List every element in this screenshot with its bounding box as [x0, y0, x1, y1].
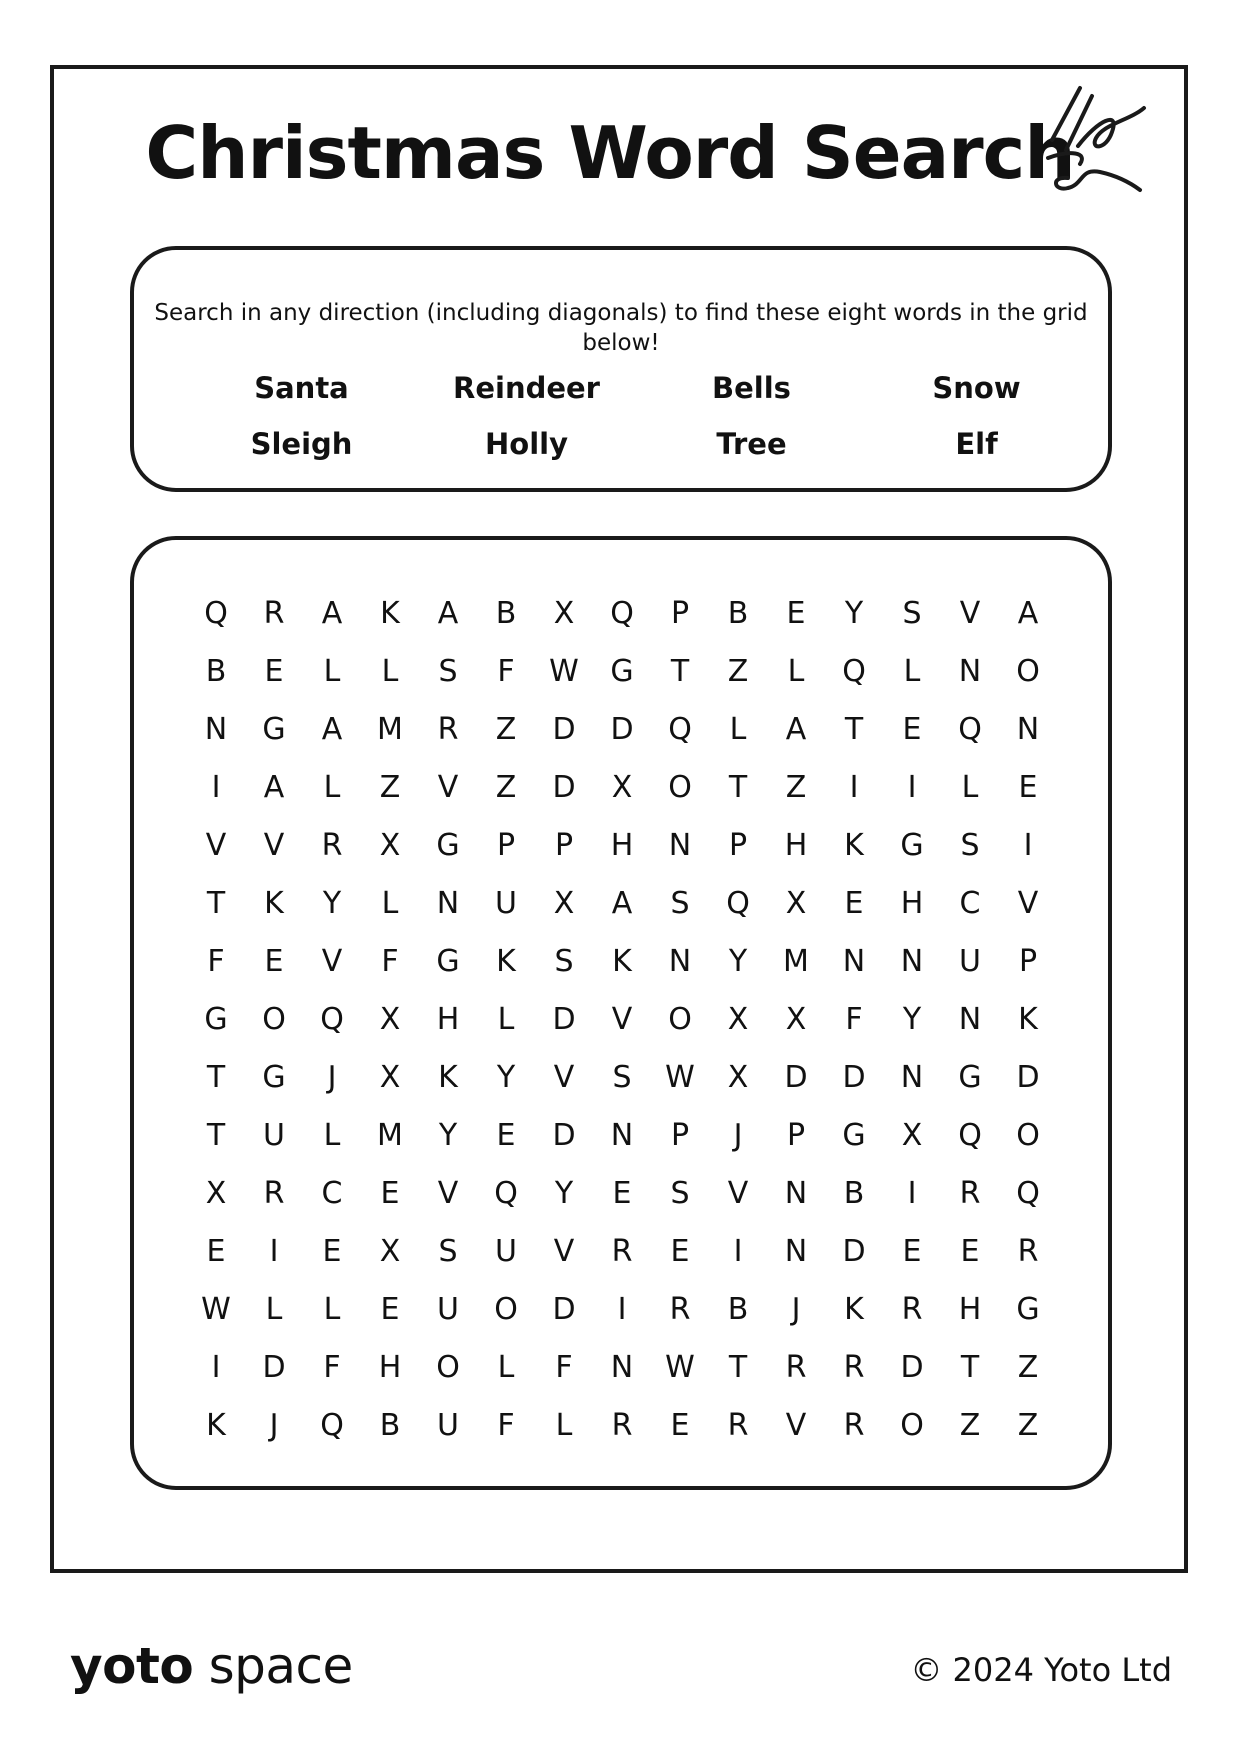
grid-letter: F: [497, 1408, 515, 1443]
grid-letter: X: [785, 886, 807, 921]
grid-letter: X: [205, 1176, 227, 1211]
grid-letter: S: [612, 1060, 632, 1095]
word-item: Holly: [485, 427, 568, 461]
grid-letter: G: [436, 944, 460, 979]
word-item: Reindeer: [453, 371, 600, 405]
word-item: Santa: [254, 371, 349, 405]
grid-letter: U: [263, 1118, 285, 1153]
grid-letter: E: [670, 1408, 690, 1443]
grid-letter: L: [729, 712, 747, 747]
grid-letter: R: [843, 1408, 865, 1443]
grid-letter: Q: [320, 1408, 344, 1443]
grid-letter: V: [1017, 886, 1039, 921]
grid-letter: K: [844, 1292, 864, 1327]
grid-letter: R: [437, 712, 459, 747]
grid-letter: G: [262, 712, 286, 747]
grid-letter: Y: [496, 1060, 516, 1095]
grid-letter: J: [327, 1060, 337, 1095]
grid-letter: M: [377, 1118, 403, 1153]
grid-letter: N: [958, 1002, 982, 1037]
grid-letter: H: [610, 828, 634, 863]
grid-letter: I: [907, 770, 917, 805]
grid-letter: E: [902, 1234, 922, 1269]
grid-letter: E: [380, 1292, 400, 1327]
grid-letter: Z: [495, 712, 517, 747]
grid-letter: N: [900, 944, 924, 979]
grid-letter: E: [322, 1234, 342, 1269]
grid-letter: J: [791, 1292, 801, 1327]
grid-letter: E: [902, 712, 922, 747]
grid-letter: E: [670, 1234, 690, 1269]
grid-letter: E: [612, 1176, 632, 1211]
word-item: Sleigh: [250, 427, 353, 461]
grid-letter: L: [903, 654, 921, 689]
grid-letter: I: [1023, 828, 1033, 863]
grid-letter: Q: [320, 1002, 344, 1037]
grid-letter: S: [670, 1176, 690, 1211]
grid-letter: X: [553, 886, 575, 921]
grid-letter: F: [323, 1350, 341, 1385]
grid-letter: F: [845, 1002, 863, 1037]
grid-letter: I: [269, 1234, 279, 1269]
grid-letter: Q: [726, 886, 750, 921]
grid-letter: Y: [438, 1118, 458, 1153]
word-item: Elf: [955, 427, 998, 461]
grid-letter: R: [727, 1408, 749, 1443]
grid-letter: D: [610, 712, 634, 747]
grid-letter: O: [436, 1350, 460, 1385]
grid-letter: U: [437, 1408, 459, 1443]
grid-letter: A: [785, 712, 807, 747]
grid-letter: A: [263, 770, 285, 805]
grid-letter: E: [264, 944, 284, 979]
grid-letter: I: [733, 1234, 743, 1269]
word-list: [189, 360, 1089, 472]
grid-letter: T: [728, 770, 748, 805]
grid-letter: Z: [785, 770, 807, 805]
grid-letter: R: [901, 1292, 923, 1327]
grid-letter: X: [901, 1118, 923, 1153]
grid-letter: G: [610, 654, 634, 689]
grid-letter: S: [438, 654, 458, 689]
grid-letter: R: [959, 1176, 981, 1211]
grid-letter: F: [555, 1350, 573, 1385]
grid-letter: O: [900, 1408, 924, 1443]
grid-letter: B: [727, 1292, 749, 1327]
grid-letter: D: [552, 1002, 576, 1037]
grid-letter: F: [381, 944, 399, 979]
grid-letter: Q: [958, 1118, 982, 1153]
grid-letter: V: [437, 1176, 459, 1211]
grid-letter: N: [784, 1234, 808, 1269]
grid-letter: X: [727, 1060, 749, 1095]
grid-letter: Z: [1017, 1408, 1039, 1443]
grid-letter: Q: [842, 654, 866, 689]
grid-letter: N: [784, 1176, 808, 1211]
grid-letter: W: [201, 1292, 231, 1327]
grid-letter: E: [380, 1176, 400, 1211]
grid-letter: K: [264, 886, 284, 921]
grid-letter: V: [321, 944, 343, 979]
grid-letter: G: [1016, 1292, 1040, 1327]
grid-letter: Y: [728, 944, 748, 979]
grid-letter: V: [727, 1176, 749, 1211]
grid-letter: Y: [322, 886, 342, 921]
grid-letter: L: [961, 770, 979, 805]
grid-letter: Z: [1017, 1350, 1039, 1385]
grid-letter: O: [262, 1002, 286, 1037]
grid-letter: A: [321, 596, 343, 631]
grid-letter: N: [1016, 712, 1040, 747]
scribble-doodle-icon: [1040, 80, 1150, 205]
grid-letter: D: [552, 712, 576, 747]
grid-letter: H: [900, 886, 924, 921]
grid-letter: L: [787, 654, 805, 689]
grid-letter: V: [205, 828, 227, 863]
grid-letter: R: [321, 828, 343, 863]
grid-letter: A: [611, 886, 633, 921]
grid-letter: E: [264, 654, 284, 689]
grid-letter: G: [204, 1002, 228, 1037]
grid-letter: B: [205, 654, 227, 689]
grid-letter: I: [907, 1176, 917, 1211]
grid-letter: T: [670, 654, 690, 689]
grid-letter: X: [379, 1234, 401, 1269]
grid-letter: L: [497, 1002, 515, 1037]
grid-letter: T: [844, 712, 864, 747]
grid-letter: H: [958, 1292, 982, 1327]
grid-letter: Y: [844, 596, 864, 631]
page-title: Christmas Word Search: [145, 111, 1075, 195]
grid-letter: B: [843, 1176, 865, 1211]
grid-letter: R: [785, 1350, 807, 1385]
grid-letter: T: [206, 1118, 226, 1153]
grid-letter: W: [665, 1060, 695, 1095]
grid-letter: D: [842, 1234, 866, 1269]
grid-letter: L: [381, 886, 399, 921]
grid-letter: E: [960, 1234, 980, 1269]
grid-letter: X: [611, 770, 633, 805]
grid-letter: P: [728, 828, 748, 863]
grid-letter: V: [611, 1002, 633, 1037]
grid-letter: N: [668, 828, 692, 863]
grid-letter: S: [438, 1234, 458, 1269]
grid-letter: N: [436, 886, 460, 921]
grid-letter: D: [552, 1118, 576, 1153]
grid-letter: Z: [727, 654, 749, 689]
grid-letter: M: [783, 944, 809, 979]
grid-letter: H: [378, 1350, 402, 1385]
grid-letter: P: [496, 828, 516, 863]
grid-letter: X: [379, 1002, 401, 1037]
grid-letter: P: [786, 1118, 806, 1153]
grid-letter: D: [842, 1060, 866, 1095]
grid-letter: K: [1018, 1002, 1038, 1037]
grid-letter: X: [727, 1002, 749, 1037]
grid-letter: X: [379, 828, 401, 863]
grid-letter: K: [496, 944, 516, 979]
grid-letter: U: [495, 886, 517, 921]
grid-letter: O: [668, 770, 692, 805]
grid-letter: T: [728, 1350, 748, 1385]
copyright-notice: © 2024 Yoto Ltd: [910, 1651, 1172, 1689]
grid-letter: D: [552, 1292, 576, 1327]
grid-letter: G: [436, 828, 460, 863]
grid-letter: I: [849, 770, 859, 805]
grid-letter: I: [617, 1292, 627, 1327]
instructions-panel: [130, 246, 1112, 492]
grid-letter: N: [668, 944, 692, 979]
grid-letter: R: [843, 1350, 865, 1385]
word-item: Tree: [716, 427, 787, 461]
word-item: Snow: [932, 371, 1021, 405]
grid-letter: T: [206, 886, 226, 921]
grid-letter: N: [900, 1060, 924, 1095]
grid-letter: L: [323, 1118, 341, 1153]
grid-letter: D: [1016, 1060, 1040, 1095]
brand-logo-light: space: [193, 1637, 353, 1695]
grid-letter: C: [959, 886, 981, 921]
grid-letter: P: [554, 828, 574, 863]
grid-letter: U: [959, 944, 981, 979]
instructions-text: Search in any direction (including diagonals) to find these eight words in the grid below!: [154, 300, 1088, 356]
grid-letter: Q: [668, 712, 692, 747]
grid-letter: R: [263, 596, 285, 631]
grid-letter: G: [842, 1118, 866, 1153]
grid-letter: X: [785, 1002, 807, 1037]
grid-letter: E: [786, 596, 806, 631]
grid-letter: O: [494, 1292, 518, 1327]
grid-letter: E: [496, 1118, 516, 1153]
grid-letter: E: [206, 1234, 226, 1269]
grid-letter: Z: [379, 770, 401, 805]
grid-letter: T: [960, 1350, 980, 1385]
grid-letter: D: [900, 1350, 924, 1385]
grid-letter: G: [958, 1060, 982, 1095]
grid-letter: R: [1017, 1234, 1039, 1269]
grid-letter: W: [665, 1350, 695, 1385]
grid-letter: U: [437, 1292, 459, 1327]
letter-grid: [187, 585, 1057, 1455]
grid-letter: L: [323, 654, 341, 689]
grid-letter: Z: [959, 1408, 981, 1443]
grid-letter: B: [495, 596, 517, 631]
grid-letter: N: [204, 712, 228, 747]
grid-letter: K: [844, 828, 864, 863]
grid-letter: H: [436, 1002, 460, 1037]
grid-letter: O: [1016, 1118, 1040, 1153]
grid-letter: Q: [1016, 1176, 1040, 1211]
grid-letter: K: [438, 1060, 458, 1095]
grid-letter: L: [555, 1408, 573, 1443]
grid-letter: O: [1016, 654, 1040, 689]
grid-letter: Z: [495, 770, 517, 805]
grid-letter: V: [553, 1234, 575, 1269]
grid-letter: F: [207, 944, 225, 979]
grid-letter: L: [265, 1292, 283, 1327]
grid-letter: K: [380, 596, 400, 631]
grid-letter: E: [1018, 770, 1038, 805]
grid-letter: T: [206, 1060, 226, 1095]
grid-letter: R: [611, 1408, 633, 1443]
grid-letter: C: [321, 1176, 343, 1211]
grid-letter: A: [321, 712, 343, 747]
grid-letter: Y: [902, 1002, 922, 1037]
grid-letter: N: [610, 1350, 634, 1385]
grid-letter: S: [554, 944, 574, 979]
grid-letter: X: [379, 1060, 401, 1095]
grid-letter: K: [612, 944, 632, 979]
grid-letter: V: [959, 596, 981, 631]
grid-letter: Q: [204, 596, 228, 631]
grid-letter: U: [495, 1234, 517, 1269]
grid-letter: G: [900, 828, 924, 863]
grid-letter: Q: [958, 712, 982, 747]
grid-letter: A: [1017, 596, 1039, 631]
grid-letter: W: [549, 654, 579, 689]
grid-letter: V: [553, 1060, 575, 1095]
grid-letter: N: [958, 654, 982, 689]
grid-letter: N: [610, 1118, 634, 1153]
grid-letter: R: [263, 1176, 285, 1211]
grid-letter: H: [784, 828, 808, 863]
grid-letter: P: [1018, 944, 1038, 979]
grid-letter: F: [497, 654, 515, 689]
grid-letter: I: [211, 1350, 221, 1385]
grid-letter: M: [377, 712, 403, 747]
grid-letter: P: [670, 596, 690, 631]
brand-logo: [70, 1636, 353, 1696]
word-search-panel: [130, 536, 1112, 1490]
grid-letter: G: [262, 1060, 286, 1095]
grid-letter: L: [381, 654, 399, 689]
grid-letter: L: [323, 1292, 341, 1327]
brand-logo-bold: yoto: [70, 1637, 194, 1695]
grid-letter: V: [263, 828, 285, 863]
grid-letter: X: [553, 596, 575, 631]
grid-letter: D: [262, 1350, 286, 1385]
grid-letter: L: [323, 770, 341, 805]
grid-letter: S: [670, 886, 690, 921]
grid-letter: K: [206, 1408, 226, 1443]
grid-letter: R: [669, 1292, 691, 1327]
grid-letter: N: [842, 944, 866, 979]
grid-letter: Y: [554, 1176, 574, 1211]
grid-letter: D: [784, 1060, 808, 1095]
word-item: Bells: [712, 371, 791, 405]
grid-letter: V: [437, 770, 459, 805]
grid-letter: S: [960, 828, 980, 863]
grid-letter: E: [844, 886, 864, 921]
grid-letter: B: [379, 1408, 401, 1443]
grid-letter: S: [902, 596, 922, 631]
grid-letter: P: [670, 1118, 690, 1153]
grid-letter: R: [611, 1234, 633, 1269]
grid-letter: J: [733, 1118, 743, 1153]
grid-letter: B: [727, 596, 749, 631]
grid-letter: V: [785, 1408, 807, 1443]
grid-letter: L: [497, 1350, 515, 1385]
grid-letter: D: [552, 770, 576, 805]
grid-letter: I: [211, 770, 221, 805]
grid-letter: Q: [494, 1176, 518, 1211]
grid-letter: O: [668, 1002, 692, 1037]
grid-letter: J: [269, 1408, 279, 1443]
grid-letter: Q: [610, 596, 634, 631]
grid-letter: A: [437, 596, 459, 631]
